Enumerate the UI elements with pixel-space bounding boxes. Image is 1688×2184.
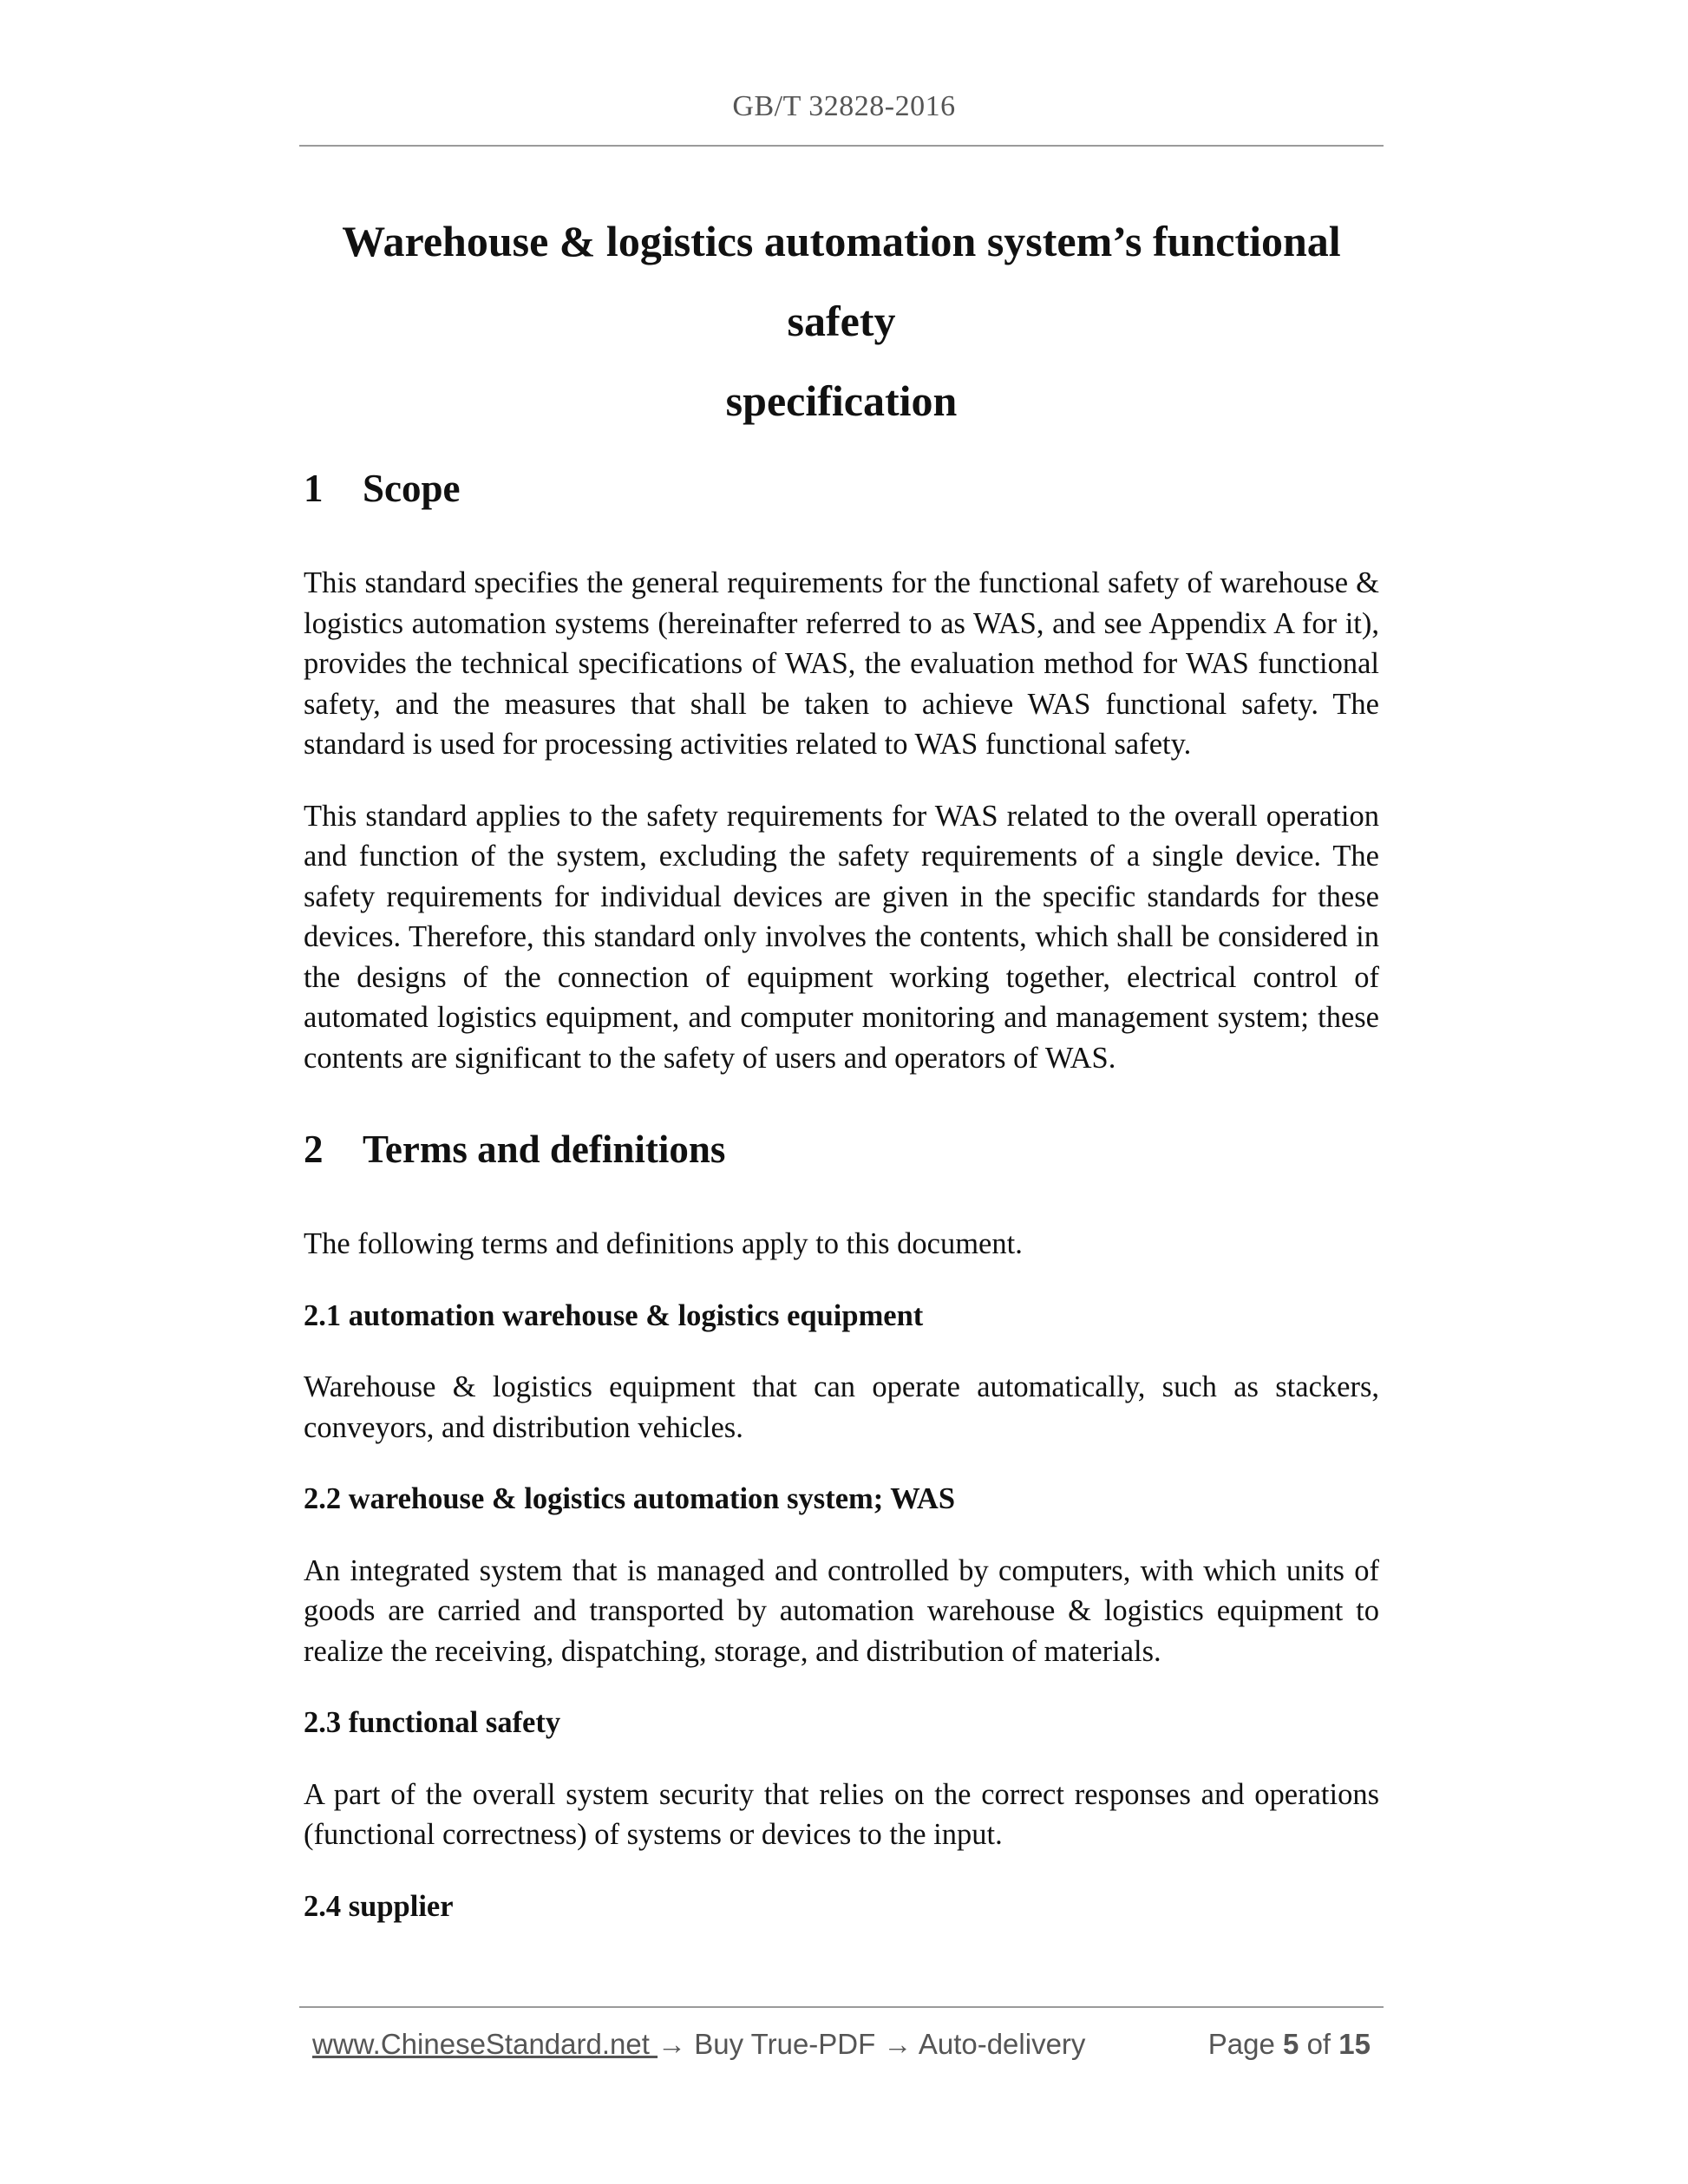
total-pages: 15 [1338, 2028, 1371, 2060]
term-heading-2-4: 2.4 supplier [304, 1889, 454, 1923]
standard-code-header: GB/T 32828-2016 [732, 90, 956, 122]
section-title: Scope [363, 467, 461, 510]
page-content [304, 201, 1379, 1926]
page-label: Page [1207, 2028, 1275, 2060]
website-link[interactable]: www.ChineseStandard.net [312, 2028, 658, 2060]
arrow-right-icon: → [658, 2028, 687, 2060]
scope-paragraph-1: This standard specifies the general requirements for the functional safety of warehouse & logistics automation systems (hereinafter referred to as WAS, and see Appendix A for it), provides the technical specifications of WAS, the evaluation method for WAS functional safety, and the measures that shall be taken to achieve WAS functional safety. The standard is used for processing activities related to WAS functional safety. [304, 566, 1379, 761]
footer-promo [312, 2028, 1085, 2061]
scope-paragraph-2: This standard applies to the safety requirements for WAS related to the overall operation and function of the system, excluding the safety requirements of a single device. The safety requirements for individual devices are given in the specific standards for these devices. Therefore, this standard only involves the contents, which shall be considered in the designs of the connection of equipment working together, electrical control of automated logistics equipment, and computer monitoring and management system; these contents are significant to the safety of users and operators of WAS. [304, 799, 1379, 1075]
section-number: 1 [304, 467, 324, 510]
page-footer [312, 2028, 1379, 2071]
footer-divider [299, 2006, 1384, 2008]
of-label: of [1306, 2028, 1331, 2060]
term-definition-2-3: A part of the overall system security that relies on the correct responses and operations (functional correctness) of systems or devices to the input. [304, 1777, 1379, 1851]
term-heading-2-3: 2.3 functional safety [304, 1706, 561, 1739]
document-title [304, 201, 1379, 425]
term-heading-2-1: 2.1 automation warehouse & logistics equipment [304, 1298, 924, 1332]
buy-true-pdf-link[interactable]: Buy True-PDF [694, 2028, 876, 2060]
arrow-right-icon: → [883, 2028, 913, 2060]
auto-delivery-text: Auto-delivery [918, 2028, 1086, 2060]
term-definition-2-1: Warehouse & logistics equipment that can operate automatically, such as stackers, conveyors, and distribution vehicles. [304, 1370, 1379, 1444]
section-title: Terms and definitions [363, 1128, 726, 1171]
section-number: 2 [304, 1128, 324, 1171]
current-page-number: 5 [1283, 2028, 1299, 2060]
section-heading-scope [304, 464, 1379, 513]
term-definition-2-2: An integrated system that is managed and controlled by computers, with which units of goods are carried and transported by automation warehouse & logistics equipment to realize the receiving, dispatching, storage, and distribution of materials. [304, 1553, 1379, 1668]
section-heading-terms [304, 1125, 1379, 1174]
document-title-line-1: Warehouse & logistics automation system’s functional safety [342, 217, 1341, 345]
document-title-line-2: specification [725, 376, 958, 425]
term-heading-2-2: 2.2 warehouse & logistics automation system; WAS [304, 1482, 956, 1515]
header-divider [299, 145, 1384, 147]
page-indicator [1208, 2028, 1371, 2061]
terms-intro: The following terms and definitions apply to this document. [304, 1227, 1023, 1260]
